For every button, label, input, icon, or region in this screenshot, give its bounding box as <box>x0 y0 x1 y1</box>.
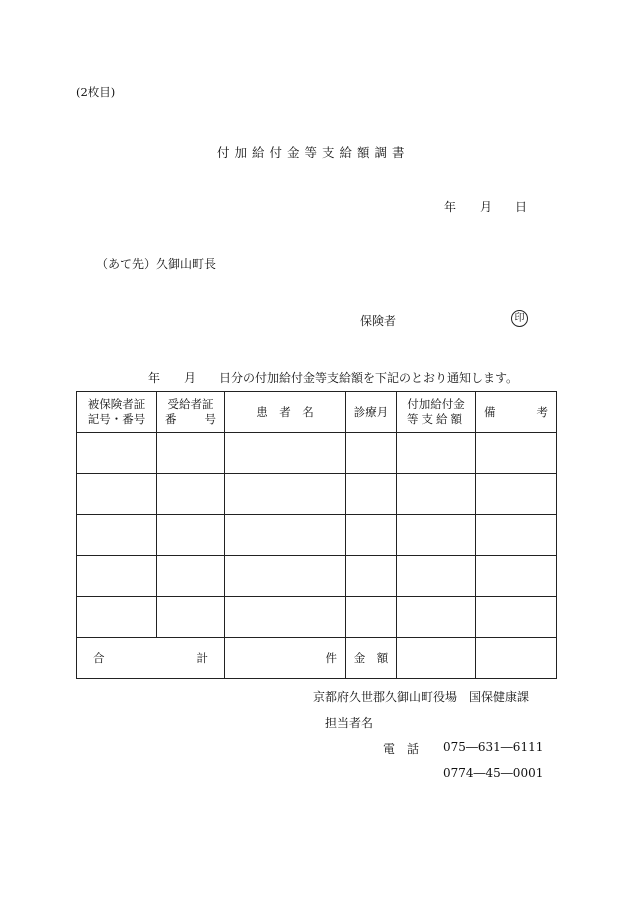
table-header-row <box>77 392 557 433</box>
table-total-row <box>77 638 557 679</box>
cell-recipient-number[interactable] <box>157 597 225 638</box>
header-recipient-line2a: 番 <box>165 412 177 426</box>
header-patient-name: 患 者 名 <box>225 392 346 433</box>
cell-recipient-number[interactable] <box>157 474 225 515</box>
header-remarks-a: 備 <box>484 404 496 419</box>
phone-label: 電 話 <box>383 742 420 756</box>
date-day: 日 <box>515 200 528 214</box>
table-row <box>77 597 557 638</box>
sheet-number: (2枚目) <box>76 85 116 99</box>
cell-insured-number[interactable] <box>77 556 157 597</box>
cell-remarks[interactable] <box>476 556 557 597</box>
cell-recipient-number[interactable] <box>157 556 225 597</box>
cell-patient-name[interactable] <box>225 515 346 556</box>
cell-benefit-amount[interactable] <box>397 597 476 638</box>
total-remarks[interactable] <box>476 638 557 679</box>
document-title: 付加給付金等支給額調書 <box>217 145 410 160</box>
cell-treatment-month[interactable] <box>346 515 397 556</box>
total-label-a: 合 <box>93 651 105 665</box>
cell-remarks[interactable] <box>476 433 557 474</box>
total-amount-value[interactable] <box>397 638 476 679</box>
cell-insured-number[interactable] <box>77 597 157 638</box>
cell-remarks[interactable] <box>476 515 557 556</box>
total-amount-label: 金 額 <box>346 638 397 679</box>
header-recipient-number <box>157 392 225 433</box>
cell-benefit-amount[interactable] <box>397 556 476 597</box>
insurer-label: 保険者 <box>360 314 397 328</box>
addressee: （あて先）久御山町長 <box>96 257 217 271</box>
cell-insured-number[interactable] <box>77 515 157 556</box>
notice-text: 日分の付加給付金等支給額を下記のとおり通知します。 <box>219 371 519 385</box>
header-remarks-b: 考 <box>536 404 548 419</box>
cell-insured-number[interactable] <box>77 433 157 474</box>
cell-benefit-amount[interactable] <box>397 474 476 515</box>
total-label <box>77 638 225 679</box>
cell-treatment-month[interactable] <box>346 433 397 474</box>
notice-year: 年 <box>148 371 161 385</box>
cell-treatment-month[interactable] <box>346 474 397 515</box>
phone-number-1: 075―631―6111 <box>443 740 544 754</box>
cell-remarks[interactable] <box>476 597 557 638</box>
cell-patient-name[interactable] <box>225 556 346 597</box>
header-treatment-month: 診療月 <box>346 392 397 433</box>
cell-patient-name[interactable] <box>225 597 346 638</box>
date-year: 年 <box>444 200 457 214</box>
cell-benefit-amount[interactable] <box>397 515 476 556</box>
cell-recipient-number[interactable] <box>157 433 225 474</box>
office-name: 京都府久世郡久御山町役場 国保健康課 <box>313 690 530 704</box>
cell-insured-number[interactable] <box>77 474 157 515</box>
cell-recipient-number[interactable] <box>157 515 225 556</box>
header-remarks <box>476 392 557 433</box>
header-insured-line2: 記号・番号 <box>87 412 146 426</box>
table-row <box>77 515 557 556</box>
header-recipient-line1: 受給者証 <box>167 397 214 411</box>
cell-benefit-amount[interactable] <box>397 433 476 474</box>
notice-month: 月 <box>184 371 197 385</box>
payment-table <box>76 391 557 679</box>
date-month: 月 <box>480 200 493 214</box>
table-row <box>77 474 557 515</box>
table-row <box>77 433 557 474</box>
phone-number-2: 0774―45―0001 <box>443 766 544 780</box>
cell-patient-name[interactable] <box>225 433 346 474</box>
header-insured-number <box>77 392 157 433</box>
total-label-b: 計 <box>196 651 208 665</box>
header-recipient-line2b: 号 <box>204 412 216 426</box>
header-benefit-amount <box>397 392 476 433</box>
cell-treatment-month[interactable] <box>346 556 397 597</box>
cell-remarks[interactable] <box>476 474 557 515</box>
total-count-unit: 件 <box>225 638 346 679</box>
table-row <box>77 556 557 597</box>
cell-treatment-month[interactable] <box>346 597 397 638</box>
cell-patient-name[interactable] <box>225 474 346 515</box>
header-amount-line2: 等支給額 <box>407 412 465 426</box>
header-insured-line1: 被保険者証 <box>87 397 146 411</box>
seal-mark: 印 <box>511 310 528 327</box>
header-amount-line1: 付加給付金 <box>407 397 465 411</box>
staff-label: 担当者名 <box>325 716 374 730</box>
